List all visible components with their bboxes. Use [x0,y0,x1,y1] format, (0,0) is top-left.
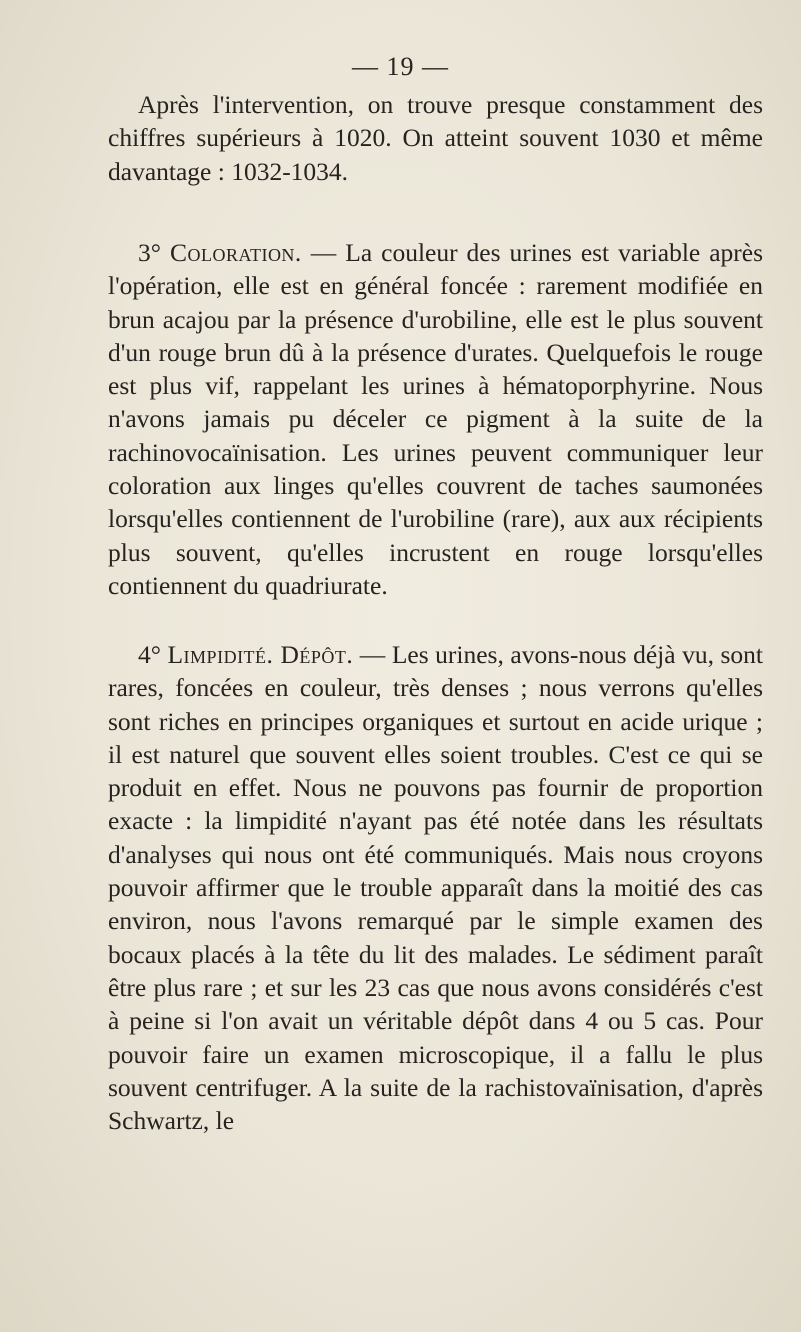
paragraph-intro-text: Après l'intervention, on trouve presque constamment des chiffres supérieurs à 1020. On atteint souvent 1030 et même davantage : 1032-1034. [108,90,763,186]
paragraph-intro [108,88,763,188]
section-heading-limpidite: Limpidité. Dépôt. [167,640,354,669]
paragraph-coloration [108,236,763,602]
section-number: 4° [138,640,161,669]
page-number: — 19 — [352,52,449,81]
section-heading-coloration: Coloration. [169,238,302,267]
paragraph-limpidite [108,638,763,1137]
paragraph-coloration-text: — La couleur des urines est variable après l'opération, elle est en général foncée : rarement modifiée en brun acajou par la présence d'urobiline, elle est le plus souvent d'un rouge brun dû à la présence d'urates. Quelquefois le rouge est plus vif, rappelant les urines à hématoporphyrine. Nous n'avons jamais pu déceler ce pigment à la suite de la rachinovocaïnisation. Les urines peuvent communiquer leur coloration aux linges qu'elles couvrent de taches saumonées lorsqu'elles contiennent de l'urobiline (rare), aux aux récipients plus souvent, qu'elles incrustent en rouge lorsqu'elles contiennent du quadriurate. [108,238,764,600]
paragraph-limpidite-text: — Les urines, avons-nous déjà vu, sont rares, foncées en couleur, très denses ; nous verrons qu'elles sont riches en principes organiques et surtout en acide urique ; il est naturel que souvent elles soient troubles. C'est ce qui se produit en effet. Nous ne pouvons pas fournir de proportion exacte : la limpidité n'ayant pas été notée dans les résultats d'analyses qui nous ont été communiqués. Mais nous croyons pouvoir affirmer que le trouble apparaît dans la moitié des cas environ, nous l'avons remarqué par le simple examen des bocaux placés à la tête du lit des malades. Le sédiment paraît être plus rare ; et sur les 23 cas que nous avons considérés c'est à peine si l'on avait un véritable dépôt dans 4 ou 5 cas. Pour pouvoir faire un examen microscopique, il a fallu le plus souvent centrifuger. A la suite de la rachistovaïnisation, d'après Schwartz, le [108,640,763,1136]
section-number: 3° [138,238,161,267]
